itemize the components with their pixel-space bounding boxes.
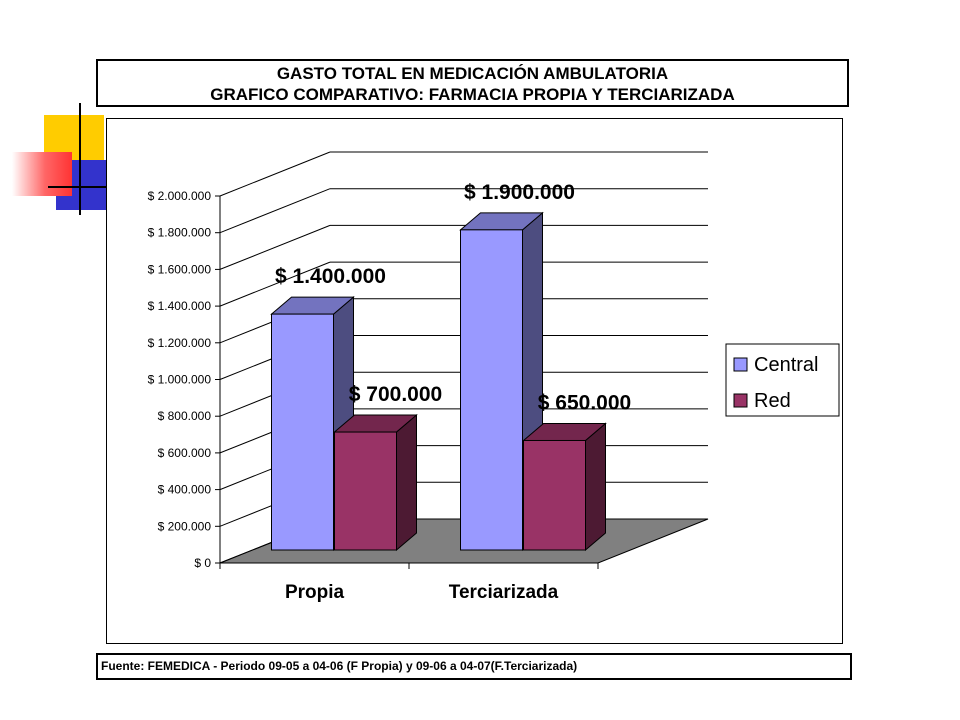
y-tick-label: $ 1.400.000 bbox=[147, 299, 211, 314]
data-label: $ 1.900.000 bbox=[464, 180, 575, 204]
x-category-label: Terciarizada bbox=[448, 582, 559, 603]
legend-swatch-central bbox=[734, 358, 747, 371]
y-tick-label: $ 0 bbox=[194, 556, 211, 570]
bar-front bbox=[461, 230, 523, 550]
legend-label-red: Red bbox=[754, 390, 791, 412]
bar-side bbox=[586, 423, 606, 550]
y-tick-label: $ 1.600.000 bbox=[147, 262, 211, 277]
bar-front bbox=[524, 440, 586, 550]
gridline-side bbox=[220, 189, 330, 233]
chart-frame bbox=[106, 118, 843, 644]
y-tick-label: $ 200.000 bbox=[157, 519, 211, 534]
deco-vertical-line bbox=[79, 103, 81, 215]
legend-label-central: Central bbox=[754, 354, 819, 376]
y-tick-label: $ 400.000 bbox=[157, 482, 211, 497]
deco-red-square bbox=[12, 152, 72, 196]
chart-title-box bbox=[96, 59, 849, 107]
gridline-side bbox=[220, 225, 330, 269]
legend-swatch-red bbox=[734, 394, 747, 407]
bar-red-propia bbox=[335, 415, 417, 550]
bar-side bbox=[397, 415, 417, 550]
data-label: $ 1.400.000 bbox=[275, 265, 386, 289]
data-label: $ 700.000 bbox=[348, 383, 443, 407]
y-tick-label: $ 2.000.000 bbox=[147, 189, 211, 203]
deco-horizontal-line bbox=[48, 186, 106, 188]
gridline-side bbox=[220, 152, 330, 196]
y-tick-label: $ 1.200.000 bbox=[147, 335, 211, 350]
title-line-1: GASTO TOTAL EN MEDICACIÓN AMBULATORIA bbox=[276, 64, 669, 83]
bar-chart bbox=[107, 119, 842, 643]
y-tick-label: $ 1.000.000 bbox=[147, 372, 211, 387]
data-label: $ 650.000 bbox=[537, 391, 632, 415]
x-category-label: Propia bbox=[284, 582, 345, 603]
source-note: Fuente: FEMEDICA - Periodo 09-05 a 04-06 (F Propia) y 09-06 a 04-07(F.Terciarizada) bbox=[96, 653, 852, 680]
title-line-2: GRAFICO COMPARATIVO: FARMACIA PROPIA Y TERCIARIZADA bbox=[210, 85, 735, 104]
y-tick-label: $ 1.800.000 bbox=[147, 225, 211, 240]
bar-front bbox=[335, 432, 397, 550]
y-tick-label: $ 800.000 bbox=[157, 409, 211, 424]
bar-red-terciarizada bbox=[524, 423, 606, 550]
bar-front bbox=[272, 314, 334, 550]
chart-legend bbox=[726, 344, 839, 416]
y-tick-label: $ 600.000 bbox=[157, 445, 211, 460]
